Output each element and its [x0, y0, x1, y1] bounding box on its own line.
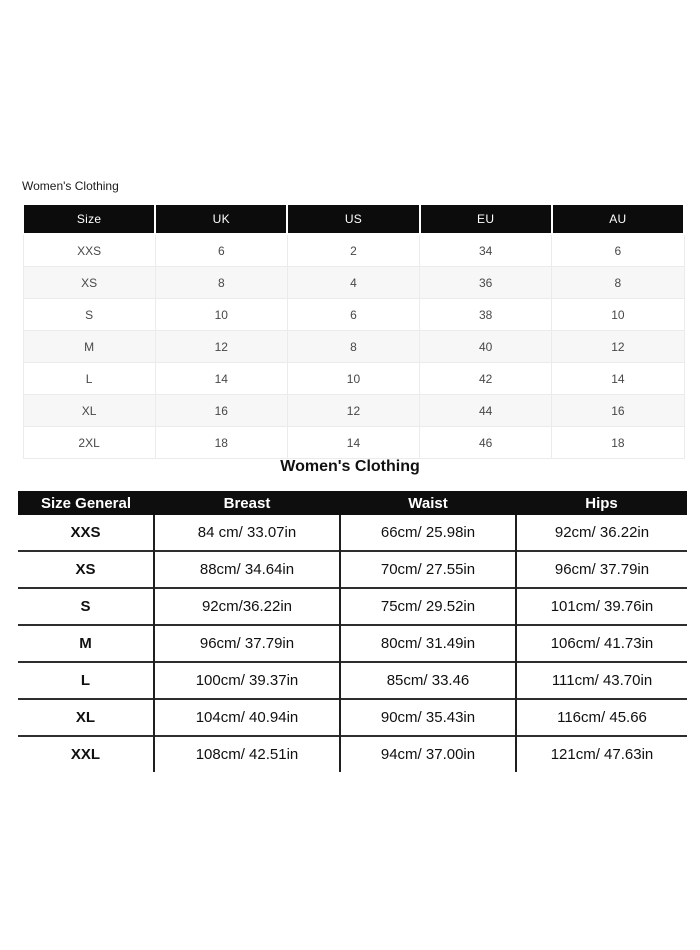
size-label-cell: XS: [23, 267, 155, 299]
value-cell: 70cm/ 27.55in: [340, 551, 516, 588]
table-row: [23, 331, 684, 363]
size-label-cell: XS: [18, 551, 154, 588]
value-cell: 36: [420, 267, 552, 299]
size-label-cell: L: [18, 662, 154, 699]
value-cell: 16: [552, 395, 684, 427]
value-cell: 94cm/ 37.00in: [340, 736, 516, 772]
value-cell: 101cm/ 39.76in: [516, 588, 687, 625]
value-cell: 42: [420, 363, 552, 395]
value-cell: 12: [155, 331, 287, 363]
table-row: [23, 267, 684, 299]
table-row: [18, 736, 687, 772]
column-header: EU: [420, 204, 552, 234]
value-cell: 121cm/ 47.63in: [516, 736, 687, 772]
size-label-cell: M: [18, 625, 154, 662]
value-cell: 116cm/ 45.66: [516, 699, 687, 736]
measurements-table: [18, 491, 687, 772]
measurements-table-body: [18, 515, 687, 772]
size-label-cell: L: [23, 363, 155, 395]
value-cell: 16: [155, 395, 287, 427]
size-label-cell: XL: [23, 395, 155, 427]
value-cell: 92cm/36.22in: [154, 588, 340, 625]
value-cell: 6: [155, 234, 287, 267]
value-cell: 46: [420, 427, 552, 459]
size-label-cell: XXS: [18, 515, 154, 551]
size-label-cell: XL: [18, 699, 154, 736]
value-cell: 92cm/ 36.22in: [516, 515, 687, 551]
measurements-table-header: [18, 491, 687, 515]
column-header: UK: [155, 204, 287, 234]
value-cell: 34: [420, 234, 552, 267]
value-cell: 38: [420, 299, 552, 331]
size-conversion-table: [22, 203, 685, 459]
column-header: Hips: [516, 491, 687, 515]
size-label-cell: XXS: [23, 234, 155, 267]
value-cell: 14: [552, 363, 684, 395]
value-cell: 6: [552, 234, 684, 267]
value-cell: 8: [155, 267, 287, 299]
table-row: [18, 551, 687, 588]
value-cell: 8: [552, 267, 684, 299]
column-header: Size: [23, 204, 155, 234]
value-cell: 14: [287, 427, 419, 459]
column-header: Breast: [154, 491, 340, 515]
value-cell: 40: [420, 331, 552, 363]
value-cell: 12: [552, 331, 684, 363]
size-conversion-table-body: [23, 234, 684, 459]
value-cell: 2: [287, 234, 419, 267]
size-label-cell: 2XL: [23, 427, 155, 459]
value-cell: 10: [552, 299, 684, 331]
size-conversion-table-header: [23, 204, 684, 234]
table-row: [18, 662, 687, 699]
value-cell: 8: [287, 331, 419, 363]
value-cell: 6: [287, 299, 419, 331]
value-cell: 18: [552, 427, 684, 459]
value-cell: 75cm/ 29.52in: [340, 588, 516, 625]
value-cell: 111cm/ 43.70in: [516, 662, 687, 699]
value-cell: 80cm/ 31.49in: [340, 625, 516, 662]
value-cell: 18: [155, 427, 287, 459]
value-cell: 96cm/ 37.79in: [154, 625, 340, 662]
value-cell: 88cm/ 34.64in: [154, 551, 340, 588]
value-cell: 100cm/ 39.37in: [154, 662, 340, 699]
table2-title: Women's Clothing: [280, 458, 420, 475]
table-row: [18, 699, 687, 736]
size-label-cell: S: [18, 588, 154, 625]
value-cell: 12: [287, 395, 419, 427]
table-row: [23, 363, 684, 395]
size-label-cell: XXL: [18, 736, 154, 772]
table-row: [23, 395, 684, 427]
value-cell: 85cm/ 33.46: [340, 662, 516, 699]
value-cell: 4: [287, 267, 419, 299]
value-cell: 90cm/ 35.43in: [340, 699, 516, 736]
value-cell: 104cm/ 40.94in: [154, 699, 340, 736]
value-cell: 96cm/ 37.79in: [516, 551, 687, 588]
value-cell: 44: [420, 395, 552, 427]
value-cell: 84 cm/ 33.07in: [154, 515, 340, 551]
value-cell: 66cm/ 25.98in: [340, 515, 516, 551]
size-label-cell: S: [23, 299, 155, 331]
table-row: [23, 234, 684, 267]
table-row: [23, 427, 684, 459]
table-row: [23, 299, 684, 331]
column-header: US: [287, 204, 419, 234]
table-row: [18, 625, 687, 662]
column-header: AU: [552, 204, 684, 234]
column-header: Waist: [340, 491, 516, 515]
table-row: [18, 588, 687, 625]
header-row: [23, 204, 684, 234]
table-row: [18, 515, 687, 551]
value-cell: 108cm/ 42.51in: [154, 736, 340, 772]
value-cell: 10: [287, 363, 419, 395]
table1-title: Women's Clothing: [22, 179, 119, 193]
size-label-cell: M: [23, 331, 155, 363]
value-cell: 106cm/ 41.73in: [516, 625, 687, 662]
header-row: [18, 491, 687, 515]
column-header: Size General: [18, 491, 154, 515]
value-cell: 14: [155, 363, 287, 395]
value-cell: 10: [155, 299, 287, 331]
